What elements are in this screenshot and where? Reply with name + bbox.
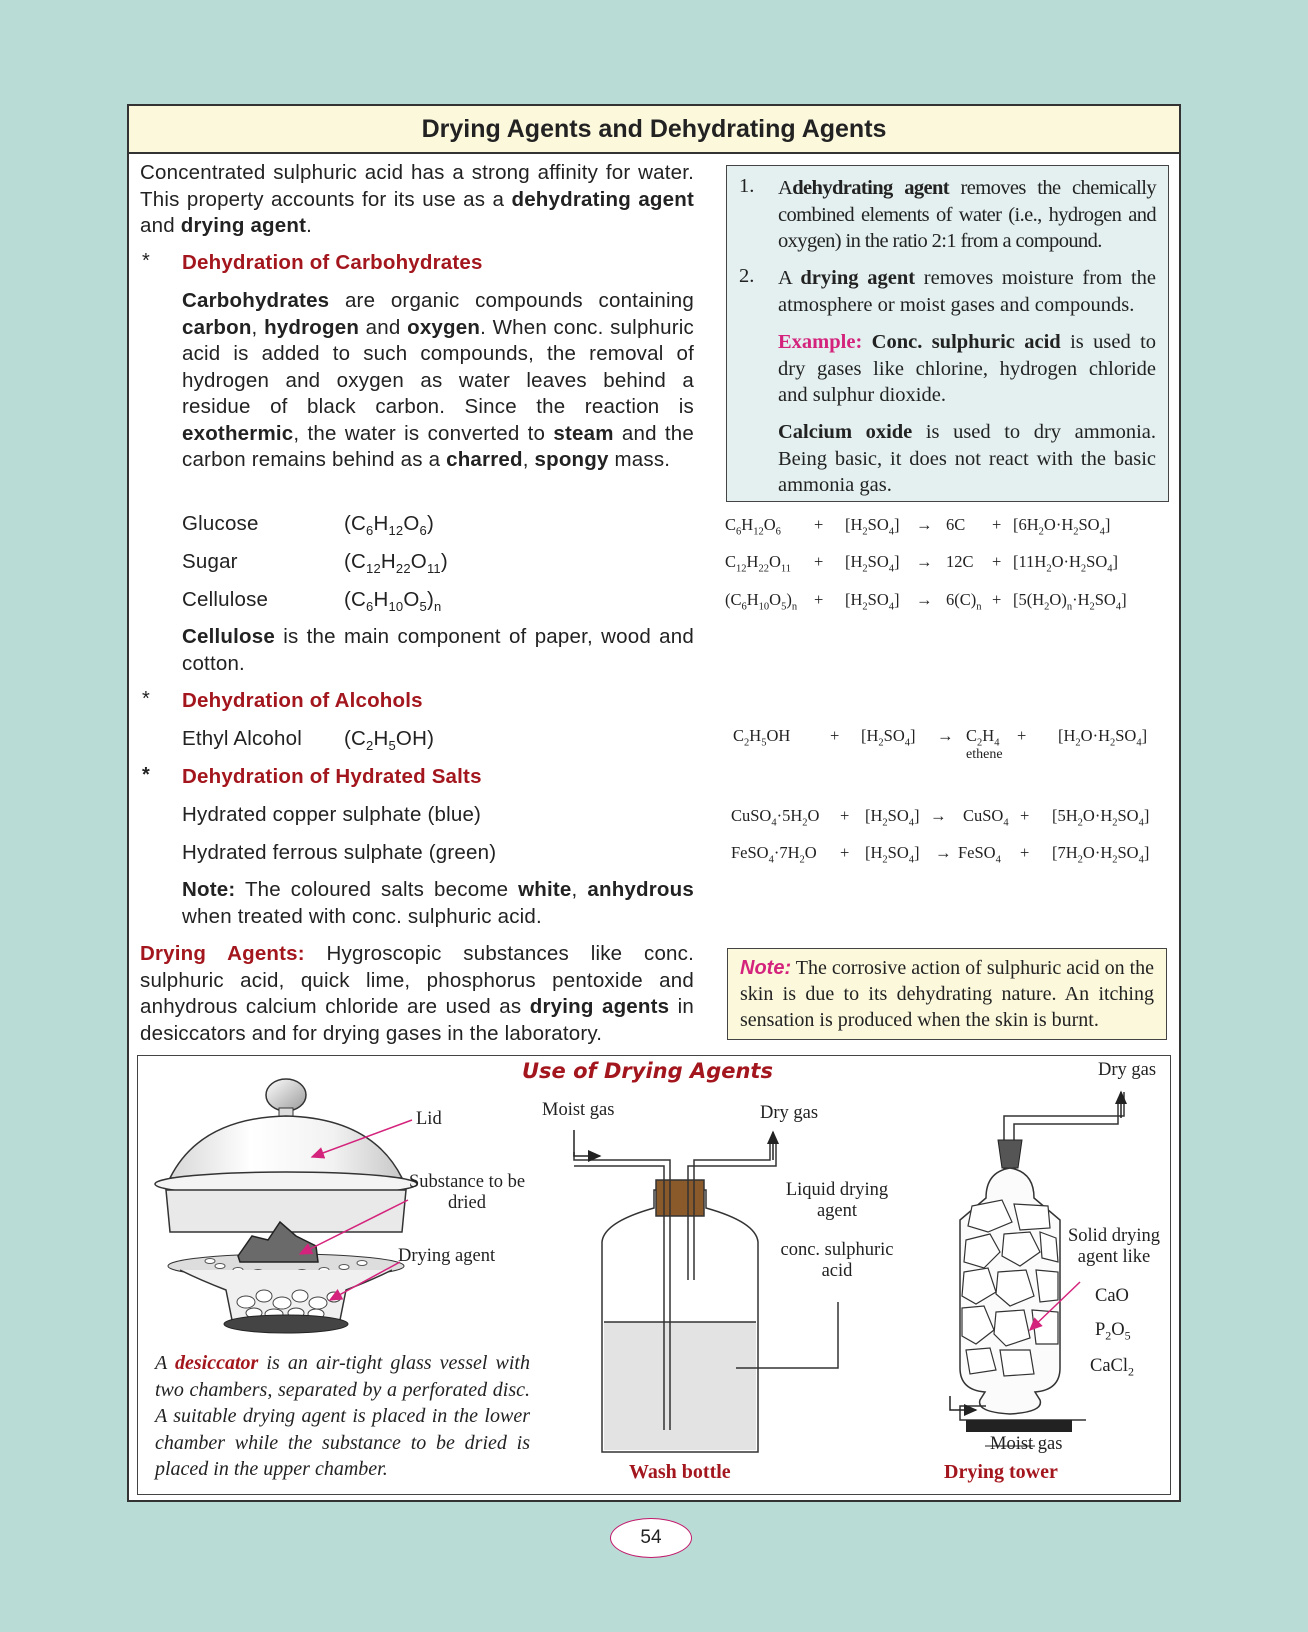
label-drying-agent: Drying agent [398,1246,496,1266]
bold-carbohydrates: Carbohydrates [182,289,330,312]
text-segment: Hygroscopic substances like conc. sulphuric acid, quick lime, phosphorus pentoxide and anhydrous calcium chloride are used as [140,942,694,1018]
text-segment: and [365,315,401,339]
bullet-star: * [142,250,150,272]
comma: , [571,878,578,901]
page-title: Drying Agents and Dehydrating Agents [129,106,1179,154]
ethene-label: ethene [966,747,1003,762]
equation-arrow: → [916,590,933,609]
equation-arrow: → [937,726,954,745]
note-label: Note: [182,878,236,901]
equation-reagent: $[H_2SO_4]$ [865,806,920,829]
note-text: The corrosive action of sulphuric acid on the skin is due to its dehydrating nature. An itching sensation is produced when the skin is burnt. [740,957,1155,1031]
equation-sugar: $C_{12}H_{22}O_{11}$ [725,552,791,575]
note-label: Note: [740,957,792,979]
comma: , [522,448,529,471]
bold-conc-acid: Conc. sulphuric acid [871,331,1061,353]
equation-product: $C_2H_4$ [966,726,1000,749]
text-segment: A [778,177,793,199]
intro-text: Concentrated sulphuric acid has a strong affinity for water. This property accounts for its use as a [140,161,694,211]
equation-plus: + [830,726,840,745]
equation-cellulose: $(C_6H_{10}O_5)_n$ [725,590,798,613]
heading-carbohydrates: Dehydration of Carbohydrates [182,251,483,274]
tower-outlet-tube-inner [1014,1100,1118,1170]
formula-sugar: $(C_{12}H_{22}O_{11})$ [344,550,448,577]
label-cacl2: CaCl$_2$ [1090,1356,1135,1379]
equation-reagent: $[H_2SO_4]$ [861,726,916,749]
label-cao: CaO [1095,1286,1129,1306]
text-segment: . When conc. sulphuric acid is added to such compounds, the removal of hydrogen and oxygen as water leaves behind a residue of black carbon. Since the reaction is [182,315,694,418]
equation-reagent: $[H_2SO_4]$ [865,843,920,866]
bold-hydrogen: hydrogen [264,315,360,339]
item-number: 1. [739,175,755,197]
label-tower-dry-gas: Dry gas [1098,1060,1157,1080]
equation-reagent: $[H_2SO_4]$ [845,552,900,575]
equation-plus: + [1017,726,1027,745]
bold-calcium-oxide: Calcium oxide [778,421,913,443]
equation-arrow: → [916,515,933,534]
bullet-star: * [142,764,150,786]
equation-ferrous-sulphate: $FeSO_4\cdot 7H_2O$ [731,843,817,866]
text-segment: is used to dry gases like chlorine, hydrogen chloride and sulphur dioxide. [778,331,1157,406]
tower-base [966,1420,1072,1432]
text-segment: A [155,1352,167,1374]
heading-salts: Dehydration of Hydrated Salts [182,765,482,788]
bullet-star: * [142,688,150,710]
equation-arrow: → [916,552,933,571]
intro-bold-dehydrating: dehydrating agent [511,187,694,211]
label-liquid-drying-agent: Liquid drying agent [785,1180,889,1221]
row-copper-sulphate: Hydrated copper sulphate (blue) [182,803,482,826]
equation-ethanol: $C_2H_5OH$ [733,726,791,749]
desiccator-description [155,1350,530,1483]
equation-plus: + [1020,843,1030,862]
row-name-ethyl-alcohol: Ethyl Alcohol [182,727,302,750]
equation-plus: + [992,515,1002,534]
bold-spongy: spongy [534,448,609,471]
upper-chamber [166,1190,406,1232]
equation-arrow: → [930,806,947,825]
wash-bottle-illustration [574,1130,838,1452]
page-number: 54 [610,1518,692,1558]
text-segment: is an air-tight glass vessel with two chambers, separated by a perforated disc. A suitable drying agent is placed in the lower chamber while the substance to be dried is placed in the upper chamber. [155,1352,530,1480]
row-ferrous-sulphate: Hydrated ferrous sulphate (green) [182,841,497,864]
liquid-drying-agent [604,1322,756,1450]
row-name-sugar: Sugar [182,550,238,573]
label-conc-sulphuric-acid: conc. sulphuric acid [780,1240,894,1281]
tower-outlet-tube [1004,1092,1124,1170]
bold-oxygen: oxygen [407,315,481,339]
drying-tower-illustration [950,1092,1124,1446]
equation-plus: + [992,552,1002,571]
text-segment: are organic compounds containing [344,289,694,312]
bold-cellulose: Cellulose [182,625,275,648]
equation-plus: + [992,590,1002,609]
equation-byproduct: $[5(H_2O)_n\cdot H_2SO_4]$ [1013,590,1127,613]
equation-product: 12C [946,552,974,571]
equation-product: CuSO$_4$ [963,806,1009,829]
drying-agents-label: Drying Agents: [140,942,305,965]
bold-desiccator: desiccator [174,1352,259,1374]
equation-reagent: $[H_2SO_4]$ [845,590,900,613]
equation-copper-sulphate: $CuSO_4\cdot 5H_2O$ [731,806,820,829]
equation-reagent: $[H_2SO_4]$ [845,515,900,538]
text-segment: , the water is converted to [293,421,546,445]
label-lid: Lid [416,1109,442,1129]
caption-wash-bottle: Wash bottle [629,1461,731,1483]
bold-anhydrous: anhydrous [587,878,694,901]
row-name-glucose: Glucose [182,512,259,535]
equation-byproduct: $[11H_2O\cdot H_2SO_4]$ [1013,552,1118,575]
bold-drying-agents: drying agents [529,995,670,1018]
equation-byproduct: $[5H_2O\cdot H_2SO_4]$ [1052,806,1150,829]
text-segment: when treated with conc. sulphuric acid. [182,904,542,928]
equation-plus: + [1020,806,1030,825]
equation-product: 6C [946,515,966,534]
bold-dehydrating-agent: dehydrating agent [792,177,950,199]
equation-glucose: $C_6H_{12}O_6$ [725,515,781,538]
text-segment: A [778,267,792,289]
equation-plus: + [840,843,850,862]
bold-white: white [518,878,572,901]
text-segment: is used to dry ammonia. Being basic, it does not react with the basic ammonia gas. [778,421,1157,496]
label-substance-to-dry: Substance to be dried [408,1172,526,1213]
text-segment: and the carbon remains behind as a [182,421,695,471]
heading-alcohols: Dehydration of Alcohols [182,689,423,712]
desiccator-base [224,1315,348,1333]
example-label: Example: [778,331,863,353]
lid [170,1116,402,1178]
equation-plus: + [814,590,824,609]
equation-arrow: → [935,843,952,862]
formula-glucose: $(C_6H_{12}O_6)$ [344,512,434,539]
lid-knob [266,1079,306,1111]
bold-steam: steam [553,421,614,445]
text-segment: removes the chemically combined elements of water (i.e., hydrogen and oxygen) in the ratio 2:1 from a compound. [778,177,1156,252]
intro-end: . [306,214,313,237]
formula-ethyl-alcohol: $(C_2H_5OH)$ [344,727,435,754]
moist-gas-arrow [574,1130,600,1156]
tower-moist-gas-arrow [950,1396,976,1410]
label-tower-moist-gas: Moist gas [990,1434,1063,1454]
label-solid-drying-agent: Solid drying agent like [1068,1226,1160,1267]
bold-carbon: carbon [182,315,252,339]
equation-plus: + [840,806,850,825]
label-p2o5: $P_2O_5$ [1095,1320,1131,1343]
label-moist-gas: Moist gas [542,1100,615,1120]
equation-plus: + [814,515,824,534]
text-segment: mass. [614,448,671,471]
intro-bold-drying: drying agent [180,214,307,237]
text-segment: is the main component of paper, wood and cotton. [182,625,694,675]
desiccator-illustration [155,1079,417,1333]
bold-drying-agent: drying agent [800,267,916,289]
figure-title: Use of Drying Agents [522,1059,773,1083]
caption-drying-tower: Drying tower [944,1461,1058,1483]
item-number: 2. [739,265,755,287]
label-dry-gas: Dry gas [760,1103,819,1123]
lower-chamber [180,1270,392,1320]
text-segment: in desiccators and for drying gases in the laboratory. [140,995,695,1045]
equation-product: FeSO$_4$ [958,843,1001,866]
text-segment: The coloured salts become [244,878,509,901]
equation-byproduct: $[6H_2O\cdot H_2SO_4]$ [1013,515,1111,538]
text-segment: removes moisture from the atmosphere or moist gases and compounds. [778,267,1156,316]
row-name-cellulose: Cellulose [182,588,269,611]
equation-byproduct: $[7H_2O\cdot H_2SO_4]$ [1052,843,1150,866]
bold-charred: charred [446,448,523,471]
comma: , [251,315,258,339]
equation-byproduct: $[H_2O\cdot H_2SO_4]$ [1058,726,1148,749]
bold-exothermic: exothermic [182,421,294,445]
tower-stopper [998,1140,1022,1168]
cork [656,1180,704,1216]
equation-plus: + [814,552,824,571]
equation-product: $6(C)_n$ [946,590,982,613]
formula-cellulose: $(C_6H_{10}O_5)_n$ [344,588,442,615]
intro-and: and [140,214,175,237]
